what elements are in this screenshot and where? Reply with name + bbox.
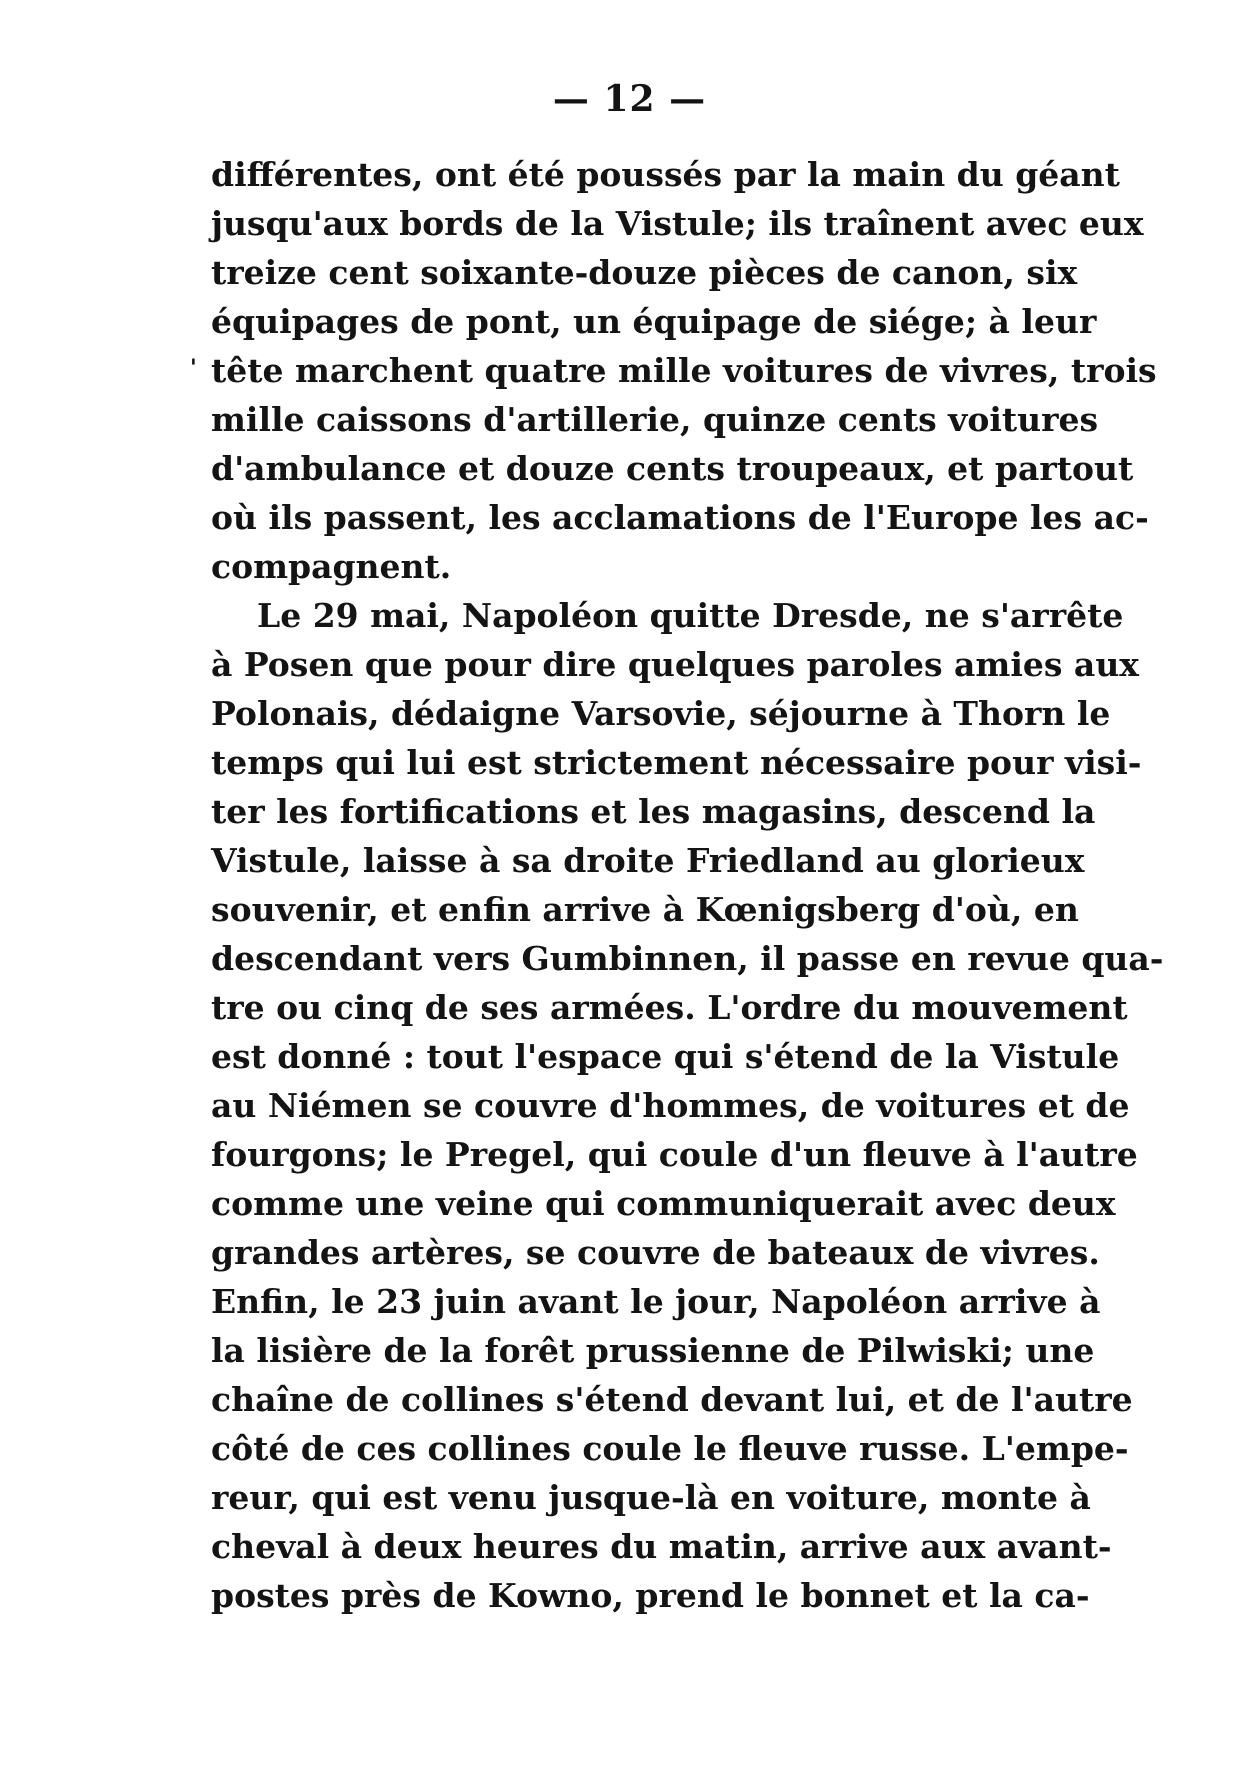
- text-line: temps qui lui est strictement nécessaire pour visi-: [211, 743, 1142, 782]
- text-line: équipages de pont, un équipage de siége; à leur: [211, 302, 1097, 341]
- paragraph: [211, 591, 1164, 1620]
- text-line: fourgons; le Pregel, qui coule d'un fleuve à l'autre: [211, 1135, 1138, 1174]
- text-line: la lisière de la forêt prussienne de Pilwiski; une: [211, 1331, 1095, 1370]
- paragraph: [211, 150, 1157, 591]
- text-line: tête marchent quatre mille voitures de vivres, trois: [211, 351, 1157, 390]
- text-line: jusqu'aux bords de la Vistule; ils traînent avec eux: [211, 204, 1144, 243]
- text-line: Vistule, laisse à sa droite Friedland au glorieux: [211, 841, 1085, 880]
- text-line: Polonais, dédaigne Varsovie, séjourne à Thorn le: [211, 694, 1111, 733]
- page-number: — 12 —: [552, 78, 707, 120]
- text-line: Enfin, le 23 juin avant le jour, Napoléon arrive à: [211, 1282, 1101, 1321]
- body-text: [211, 150, 1164, 1620]
- text-line: comme une veine qui communiquerait avec deux: [211, 1184, 1116, 1223]
- text-line: tre ou cinq de ses armées. L'ordre du mouvement: [211, 988, 1128, 1027]
- text-line: où ils passent, les acclamations de l'Europe les ac-: [211, 498, 1149, 537]
- text-line: grandes artères, se couvre de bateaux de vivres.: [211, 1233, 1100, 1272]
- text-line: à Posen que pour dire quelques paroles amies aux: [211, 645, 1139, 684]
- text-line: chaîne de collines s'étend devant lui, et de l'autre: [211, 1380, 1133, 1419]
- text-line: cheval à deux heures du matin, arrive aux avant-: [211, 1527, 1112, 1566]
- text-line: reur, qui est venu jusque-là en voiture, monte à: [211, 1478, 1091, 1517]
- text-line: postes près de Kowno, prend le bonnet et la ca-: [211, 1576, 1090, 1615]
- text-line: compagnent.: [211, 547, 452, 586]
- text-line: treize cent soixante-douze pièces de canon, six: [211, 253, 1078, 292]
- text-line: mille caissons d'artillerie, quinze cents voitures: [211, 400, 1099, 439]
- text-line: d'ambulance et douze cents troupeaux, et partout: [211, 449, 1134, 488]
- text-line: différentes, ont été poussés par la main du géant: [211, 155, 1120, 194]
- text-line: côté de ces collines coule le fleuve russe. L'empe-: [211, 1429, 1129, 1468]
- margin-mark: ': [190, 355, 197, 381]
- text-line: est donné : tout l'espace qui s'étend de la Vistule: [211, 1037, 1120, 1076]
- text-line: Le 29 mai, Napoléon quitte Dresde, ne s'arrête: [257, 596, 1124, 635]
- text-line: descendant vers Gumbinnen, il passe en revue qua-: [211, 939, 1164, 978]
- text-line: au Niémen se couvre d'hommes, de voitures et de: [211, 1086, 1130, 1125]
- text-line: ter les fortifications et les magasins, descend la: [211, 792, 1096, 831]
- text-line: souvenir, et enfin arrive à Kœnigsberg d'où, en: [211, 890, 1079, 929]
